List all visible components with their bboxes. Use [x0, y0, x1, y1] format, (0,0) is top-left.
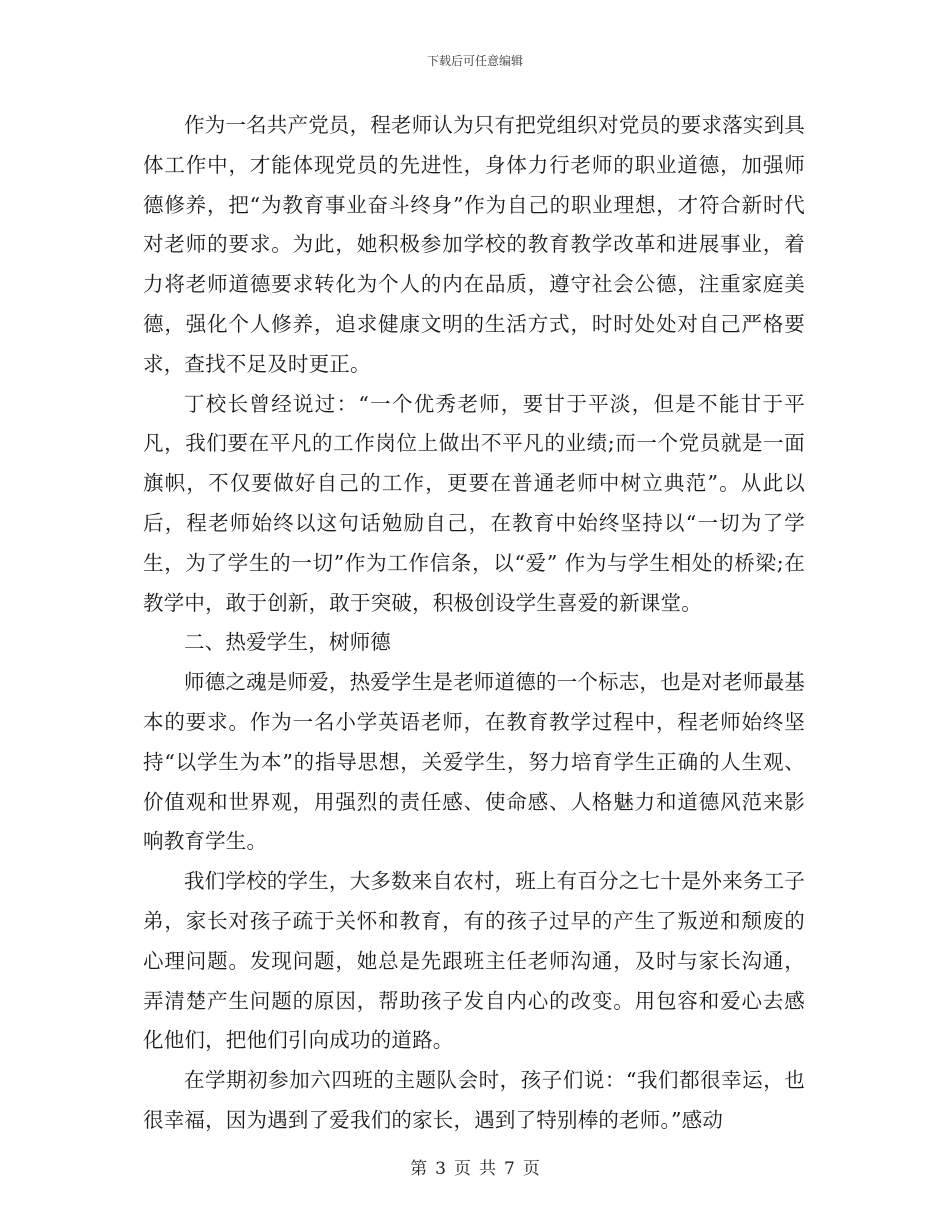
- footer-page-word: 页: [454, 1159, 471, 1179]
- footer-prefix: 第: [410, 1159, 428, 1179]
- document-body: [143, 106, 805, 1141]
- section-heading-love-students: 二、热爱学生，树师德: [184, 630, 391, 655]
- page-footer: [0, 1154, 950, 1179]
- paragraph-teacher-ethics: 师德之魂是师爱，热爱学生是老师道德的一个标志，也是对老师最基本的要求。作为一名小学英语老师，在教育教学过程中，程老师始终坚持“以学生为本”的指导思想，关爱学生，努力培育学生正确的人生观、价值观和世界观，用强烈的责任感、使命感、人格魅力和道德风范来影响教育学生。: [143, 670, 805, 854]
- paragraph-rural-students: 我们学校的学生，大多数来自农村，班上有百分之七十是外来务工子弟，家长对孩子疏于关怀和教育，有的孩子过早的产生了叛逆和颓废的心理问题。发现问题，她总是先跟班主任老师沟通，及时与家长沟通，弄清楚产生问题的原因，帮助孩子发自内心的改变。用包容和爱心去感化他们，把他们引向成功的道路。: [143, 869, 805, 1053]
- total-page-count: 7: [504, 1159, 515, 1179]
- footer-suffix: 页: [522, 1159, 540, 1179]
- paragraph-party-member: 作为一名共产党员，程老师认为只有把党组织对党员的要求落实到具体工作中，才能体现党员的先进性，身体力行老师的职业道德，加强师德修养，把“为教育事业奋斗终身”作为自己的职业理想，才符合新时代对老师的要求。为此，她积极参加学校的教育教学改革和进展事业，着力将老师道德要求转化为个人的内在品质，遵守社会公德，注重家庭美德，强化个人修养，追求健康文明的生活方式，时时处处对自己严格要求，查找不足及时更正。: [143, 113, 805, 376]
- footer-total-word: 共: [479, 1159, 496, 1179]
- page-header: 下载后可任意编辑: [426, 54, 523, 68]
- paragraph-principal-quote: 丁校长曾经说过：“一个优秀老师，要甘于平淡，但是不能甘于平凡，我们要在平凡的工作岗位上做出不平凡的业绩;而一个党员就是一面旗帜，不仅要做好自己的工作，更要在普通老师中树立典范”。从此以后，程老师始终以这句话勉励自己，在教育中始终坚持以“一切为了学生，为了学生的一切”作为工作信条，以“爱” 作为与学生相处的桥梁;在教学中，敢于创新，敢于突破，积极创设学生喜爱的新课堂。: [143, 391, 805, 615]
- current-page-number: 3: [435, 1159, 446, 1179]
- paragraph-class-meeting: 在学期初参加六四班的主题队会时，孩子们说：“我们都很幸运，也很幸福，因为遇到了爱我们的家长，遇到了特别棒的老师。”感动: [143, 1068, 805, 1132]
